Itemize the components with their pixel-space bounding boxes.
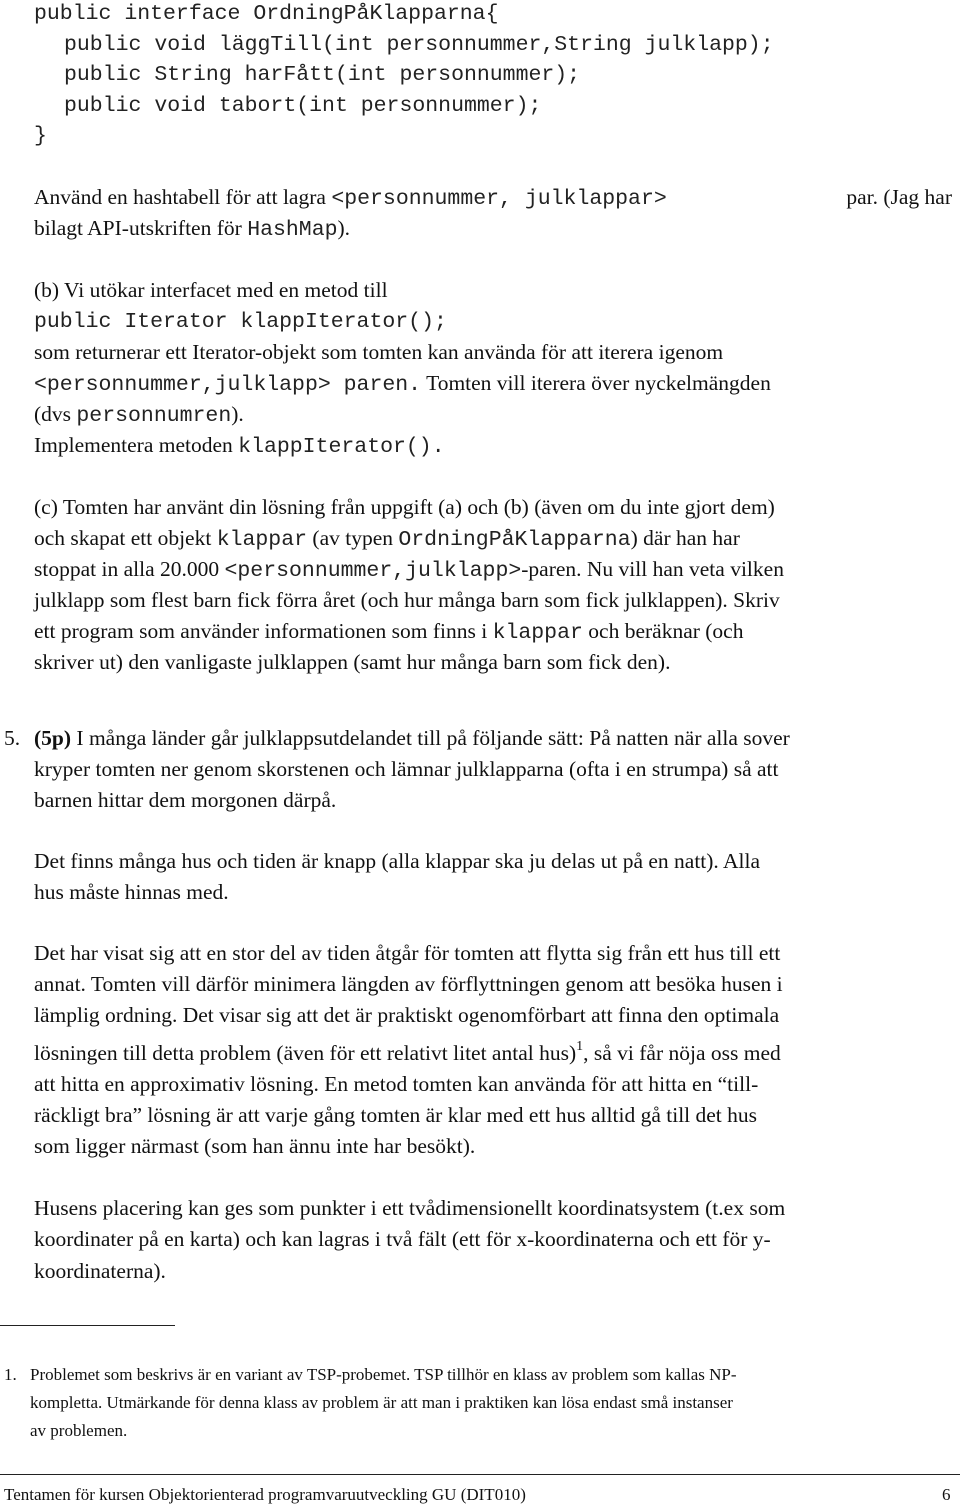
code-line: public void tabort(int personnummer); [64, 94, 542, 118]
footnote-marker: 1 [576, 1039, 584, 1054]
code-line: public interface OrdningPåKlapparna{ [34, 2, 499, 26]
footnote-number: 1. [4, 1365, 17, 1384]
question-points: (5p) [34, 726, 72, 750]
page-number: 6 [942, 1485, 951, 1504]
question-number: 5. [4, 726, 21, 750]
code-line: public String harFått(int personnummer); [64, 63, 581, 87]
footnote-rule [0, 1325, 175, 1326]
code-line: public void läggTill(int personnummer,String julklapp); [64, 33, 774, 57]
footer-title: Tentamen för kursen Objektorienterad programvaruutveckling GU (DIT010) [4, 1485, 526, 1504]
footer-rule [0, 1474, 960, 1475]
code-line: } [34, 124, 47, 148]
